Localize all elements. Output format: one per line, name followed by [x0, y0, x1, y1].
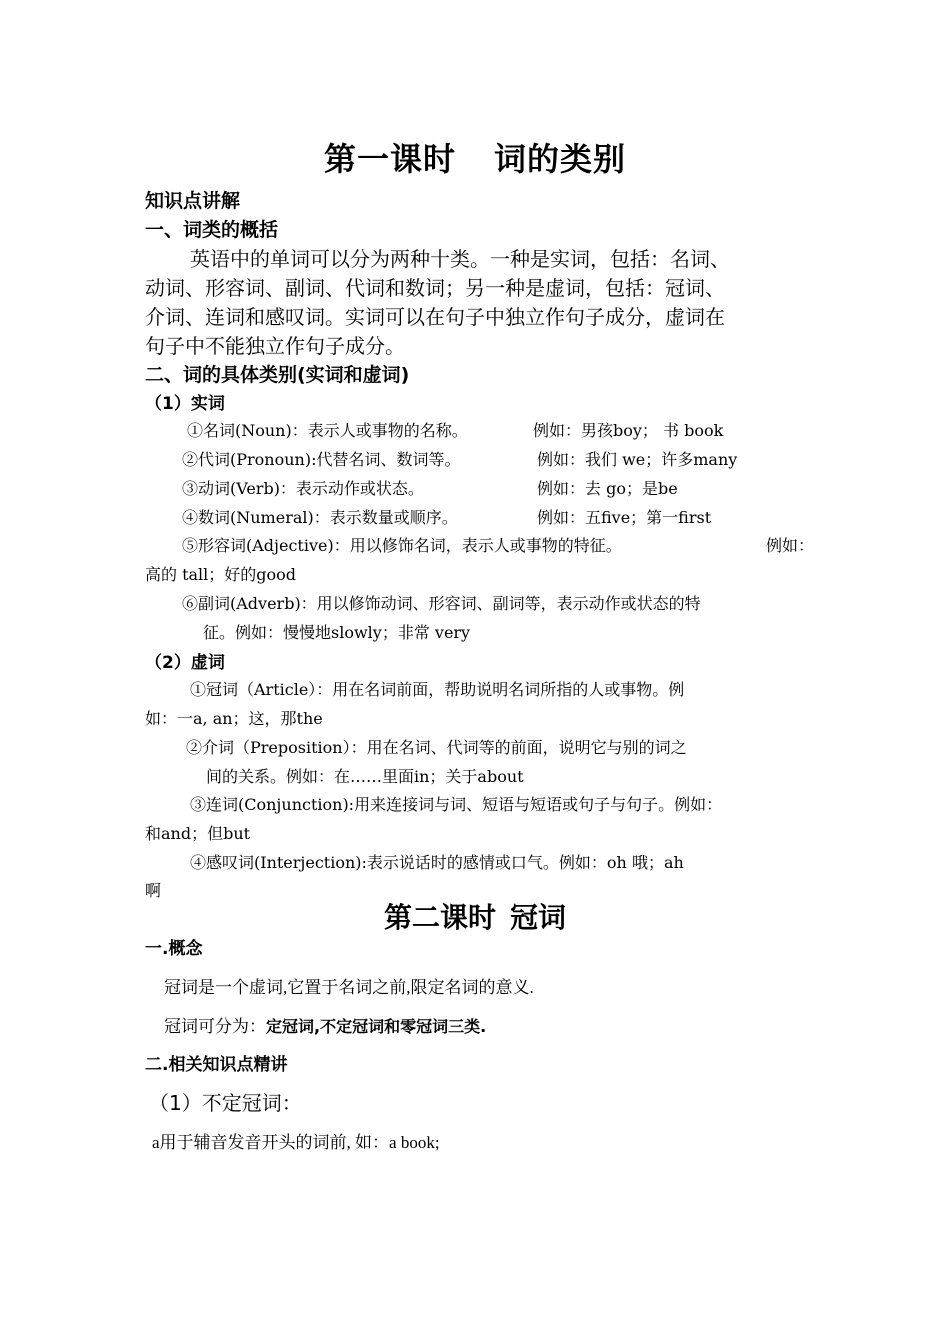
part2-heading: 二、词的具体类别(实词和虚词) [145, 364, 410, 386]
part1-para-line: 英语中的单词可以分为两种十类。一种是实词，包括：名词、 [190, 247, 730, 271]
lesson1-title [0, 134, 950, 180]
noun-example: 例如：男孩boy； 书 book [533, 421, 724, 440]
conjunction-definition: ③连词(Conjunction):用来连接词与词、短语与短语或句子与句子。例如： [190, 795, 723, 814]
numeral-example: 例如：五five；第一first [537, 508, 712, 527]
adjective-definition: ⑤形容词(Adjective)：用以修饰名词，表示人或事物的特征。 [182, 536, 622, 555]
verb-example: 例如：去 go；是be [537, 479, 678, 498]
notional-words-heading: （1）实词 [145, 394, 225, 414]
section-heading: 知识点讲解 [145, 190, 241, 212]
lesson2-title-number: 第二课时 [383, 901, 496, 934]
preposition-example: 间的关系。例如：在……里面in；关于about [206, 767, 524, 786]
part1-para-line: 句子中不能独立作句子成分。 [145, 334, 405, 358]
concept-classes-bold: 定冠词,不定冠词和零冠词三类. [266, 1017, 487, 1036]
adverb-definition: ⑥副词(Adverb)：用以修饰动词、形容词、副词等，表示动作或状态的特 [182, 594, 701, 613]
concept-heading: 一.概念 [145, 939, 203, 959]
concept-line: 冠词是一个虚词,它置于名词之前,限定名词的意义. [164, 978, 534, 997]
part1-heading: 一、词类的概括 [145, 219, 279, 241]
part1-para-line: 动词、形容词、副词、代词和数词；另一种是虚词，包括：冠词、 [145, 276, 725, 300]
concept-classes-line [164, 1012, 486, 1037]
adjective-example: 高的 tall；好的good [145, 565, 297, 584]
article-example: 如：一a, an；这，那the [145, 709, 323, 728]
lesson2-title [0, 896, 950, 936]
verb-definition: ③动词(Verb)：表示动作或状态。 [182, 479, 424, 498]
noun-definition: ①名词(Noun)：表示人或事物的名称。 [187, 421, 468, 440]
adjective-example-label: 例如： [766, 536, 815, 555]
lesson1-title-topic: 词的类别 [494, 140, 627, 178]
numeral-definition: ④数词(Numeral)：表示数量或顺序。 [182, 508, 458, 527]
interjection-definition: ④感叹词(Interjection):表示说话时的感情或口气。例如：oh 哦；ah [190, 853, 684, 872]
adverb-example: 征。例如：慢慢地slowly；非常 very [203, 623, 471, 642]
pronoun-example: 例如：我们 we；许多many [537, 450, 738, 469]
pronoun-definition: ②代词(Pronoun):代替名词、数词等。 [182, 450, 461, 469]
indefinite-article-line: a用于辅音发音开头的词前, 如：a book; [152, 1133, 440, 1152]
article-definition: ①冠词（Article）：用在名词前面，帮助说明名词所指的人或事物。例 [190, 680, 685, 699]
detail-heading: 二.相关知识点精讲 [145, 1055, 288, 1075]
interjection-example: 啊 [145, 881, 162, 900]
lesson1-title-number: 第一课时 [323, 140, 456, 178]
function-words-heading: （2）虚词 [145, 653, 225, 673]
indefinite-article-heading: （1）不定冠词： [149, 1091, 302, 1115]
concept-classes-prefix: 冠词可分为： [164, 1017, 266, 1036]
part1-para-line: 介词、连词和感叹词。实词可以在句子中独立作句子成分，虚词在 [145, 305, 725, 329]
preposition-definition: ②介词（Preposition）：用在名词、代词等的前面，说明它与别的词之 [186, 738, 687, 757]
lesson2-title-topic: 冠词 [510, 901, 567, 934]
conjunction-example: 和and；但but [145, 824, 251, 843]
